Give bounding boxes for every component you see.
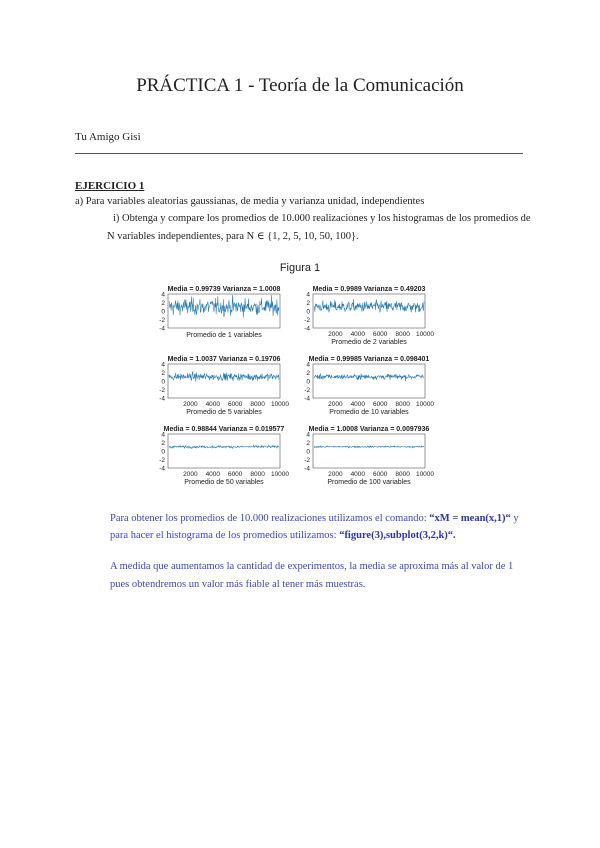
x-tick-label: 4000 (350, 471, 366, 478)
x-tick-label: 10000 (270, 401, 290, 408)
subplot-title: Media = 0.99985 Varianza = 0.098401 (308, 356, 430, 363)
y-tick-label: 0 (161, 308, 165, 316)
subplot-axes (313, 294, 425, 328)
y-tick-label: -4 (159, 325, 165, 333)
y-tick-label: -4 (304, 395, 310, 403)
subplot-xlabel: Promedio de 5 variables (186, 409, 262, 416)
answer-paragraph-2-line-1: A medida que aumentamos la cantidad de experimentos, la media se aproxima más al valor de 1 (110, 561, 514, 572)
y-tick-label: 4 (161, 361, 165, 369)
document-title: PRÁCTICA 1 - Teoría de la Comunicación (136, 75, 464, 96)
y-tick-label: 2 (306, 369, 310, 377)
subplot-axes (168, 294, 280, 328)
y-tick-label: 4 (161, 291, 165, 299)
y-tick-label: -4 (159, 395, 165, 403)
y-tick-label: 4 (306, 431, 310, 439)
y-tick-label: 0 (306, 308, 310, 316)
y-tick-label: 2 (161, 439, 165, 447)
x-tick-label: 4000 (205, 471, 221, 478)
y-tick-label: 0 (306, 378, 310, 386)
x-tick-label: 2000 (328, 331, 343, 338)
y-tick-label: -2 (304, 316, 310, 324)
x-tick-label: 4000 (350, 331, 366, 338)
x-tick-label: 8000 (395, 401, 410, 408)
y-tick-label: -4 (159, 465, 165, 473)
x-tick-label: 10000 (415, 331, 435, 338)
y-tick-label: 0 (161, 378, 165, 386)
x-tick-label: 6000 (372, 331, 388, 338)
x-tick-label: 2000 (183, 471, 198, 478)
y-tick-label: 4 (161, 431, 165, 439)
y-tick-label: -4 (304, 465, 310, 473)
y-tick-label: -2 (159, 456, 165, 464)
x-tick-label: 10000 (415, 401, 435, 408)
x-tick-label: 2000 (328, 401, 343, 408)
code-snippet-mean: “xM = mean(x,1)“ (429, 513, 511, 524)
subplot-xlabel: Promedio de 10 variables (329, 409, 409, 416)
exercise-heading: EJERCICIO 1 (75, 180, 145, 192)
exercise-part-a: a) Para variables aleatorias gaussianas, de media y varianza unidad, independientes (75, 196, 425, 207)
y-tick-label: -2 (159, 316, 165, 324)
y-tick-label: 2 (306, 439, 310, 447)
y-tick-label: 4 (306, 291, 310, 299)
answer-paragraph-2-line-2: pues obtendremos un valor más fiable al tener más muestras. (110, 579, 366, 590)
y-tick-label: -2 (304, 456, 310, 464)
answer-paragraph-1-line-1 (110, 513, 519, 524)
x-tick-label: 6000 (372, 401, 388, 408)
code-snippet-subplot: “figure(3),subplot(3,2,k)“. (339, 530, 456, 541)
y-tick-label: -4 (304, 325, 310, 333)
figure-subplots (140, 280, 440, 495)
subplot-xlabel: Promedio de 50 variables (184, 479, 264, 486)
exercise-part-i-line-1: i) Obtenga y compare los promedios de 10.000 realizaciones y los histogramas de los promedios de (113, 213, 531, 224)
y-tick-label: -2 (304, 386, 310, 394)
subplot-xlabel: Promedio de 2 variables (331, 339, 407, 346)
x-tick-label: 6000 (227, 471, 243, 478)
header-divider (75, 153, 523, 154)
y-tick-label: 2 (161, 299, 165, 307)
subplot-title: Media = 0.98844 Varianza = 0.019577 (163, 426, 285, 433)
subplot-title: Media = 0.9989 Varianza = 0.49203 (312, 286, 426, 293)
y-tick-label: 0 (161, 448, 165, 456)
answer-text: Para obtener los promedios de 10.000 realizaciones utilizamos el comando: (110, 513, 430, 524)
author-name: Tu Amigo Gisi (75, 131, 141, 143)
x-tick-label: 8000 (395, 471, 410, 478)
answer-text: y (510, 513, 519, 524)
y-tick-label: 4 (306, 361, 310, 369)
subplot-title: Media = 1.0037 Varianza = 0.19706 (167, 356, 281, 363)
y-tick-label: 0 (306, 448, 310, 456)
x-tick-label: 4000 (350, 401, 366, 408)
exercise-part-i-line-2: N variables independientes, para N ∈ {1, 2, 5, 10, 50, 100}. (107, 231, 359, 242)
answer-paragraph-1-line-2 (110, 530, 456, 541)
figure-window-title: Figura 1 (279, 262, 321, 274)
x-tick-label: 2000 (183, 401, 198, 408)
x-tick-label: 2000 (328, 471, 343, 478)
subplot-xlabel: Promedio de 100 variables (327, 479, 411, 486)
x-tick-label: 4000 (205, 401, 221, 408)
x-tick-label: 6000 (372, 471, 388, 478)
y-tick-label: -2 (159, 386, 165, 394)
x-tick-label: 8000 (395, 331, 410, 338)
subplot-title: Media = 0.99739 Varianza = 1.0008 (167, 286, 281, 293)
y-tick-label: 2 (306, 299, 310, 307)
answer-text: para hacer el histograma de los promedios utilizamos: (110, 530, 340, 541)
y-tick-label: 2 (161, 369, 165, 377)
subplot-title: Media = 1.0008 Varianza = 0.0097936 (308, 426, 430, 433)
x-tick-label: 10000 (415, 471, 435, 478)
x-tick-label: 10000 (270, 471, 290, 478)
subplot-axes (168, 434, 280, 468)
x-tick-label: 6000 (227, 401, 243, 408)
x-tick-label: 8000 (250, 471, 265, 478)
x-tick-label: 8000 (250, 401, 265, 408)
subplot-axes (168, 364, 280, 398)
subplot-axes (313, 434, 425, 468)
subplot-xlabel: Promedio de 1 variables (186, 332, 262, 339)
subplot-axes (313, 364, 425, 398)
